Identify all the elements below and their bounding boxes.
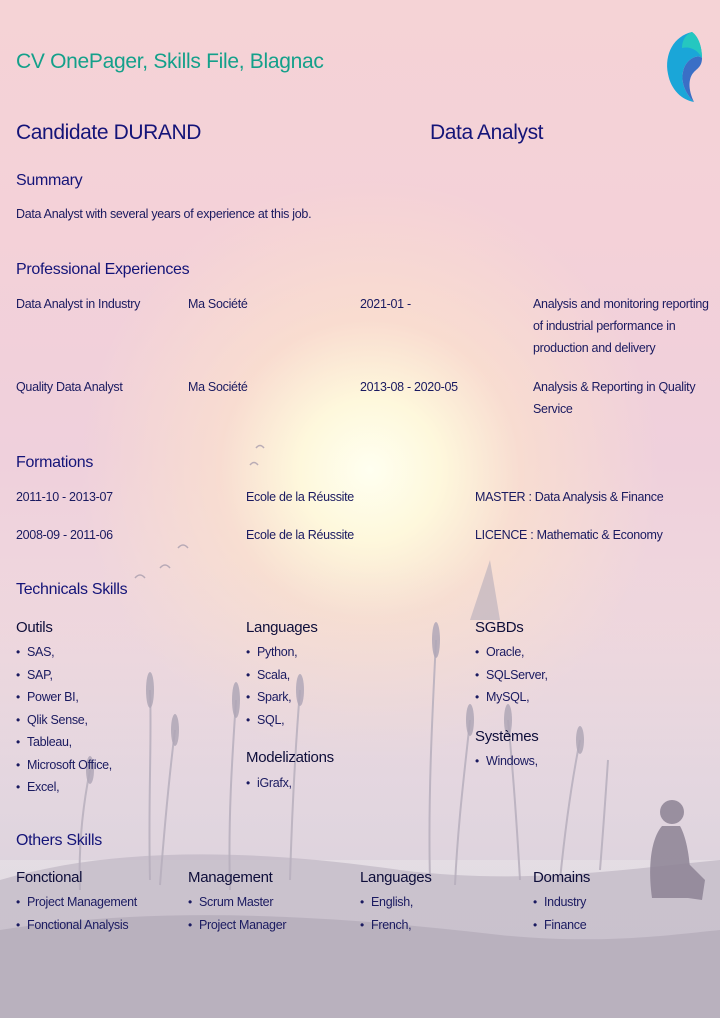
wave-logo-icon <box>662 28 704 104</box>
systemes-list <box>475 750 538 773</box>
management-heading: Management <box>188 869 273 886</box>
outils-list <box>16 641 112 799</box>
list-item: • Tableau, <box>16 731 112 754</box>
formation-degree: MASTER : Data Analysis & Finance <box>475 490 664 504</box>
formation-school: Ecole de la Réussite <box>246 490 354 504</box>
list-item: • iGrafx, <box>246 772 292 795</box>
list-item: • Windows, <box>475 750 538 773</box>
list-item: • MySQL, <box>475 686 548 709</box>
list-item: • Scrum Master <box>188 891 286 914</box>
experience-company: Ma Société <box>188 297 248 311</box>
experience-description: Analysis & Reporting in Quality Service <box>533 380 696 416</box>
summary-text: Data Analyst with several years of experience at this job. <box>16 207 312 221</box>
list-item: • Oracle, <box>475 641 548 664</box>
list-item: • Power BI, <box>16 686 112 709</box>
list-item: • SAS, <box>16 641 112 664</box>
other-languages-list <box>360 891 413 936</box>
formation-degree: LICENCE : Mathematic & Economy <box>475 528 663 542</box>
experience-company: Ma Société <box>188 380 248 394</box>
fonctional-list <box>16 891 137 936</box>
management-list <box>188 891 286 936</box>
domains-heading: Domains <box>533 869 591 886</box>
domains-list <box>533 891 586 936</box>
outils-heading: Outils <box>16 619 53 636</box>
list-item: • English, <box>360 891 413 914</box>
list-item: • Microsoft Office, <box>16 754 112 777</box>
technical-skills-heading: Technicals Skills <box>16 581 128 598</box>
list-item: • SQL, <box>246 709 297 732</box>
document-header-title: CV OnePager, Skills File, Blagnac <box>16 50 324 73</box>
experience-title: Data Analyst in Industry <box>16 297 141 311</box>
list-item: • Industry <box>533 891 586 914</box>
candidate-role: Data Analyst <box>430 121 544 144</box>
other-languages-heading: Languages <box>360 869 432 886</box>
formations-heading: Formations <box>16 454 94 471</box>
formation-school: Ecole de la Réussite <box>246 528 354 542</box>
list-item: • Excel, <box>16 776 112 799</box>
fonctional-heading: Fonctional <box>16 869 83 886</box>
modelizations-list <box>246 772 292 795</box>
experience-period: 2021-01 - <box>360 297 411 311</box>
list-item: • Finance <box>533 914 586 937</box>
experiences-heading: Professional Experiences <box>16 261 190 278</box>
list-item: • Project Manager <box>188 914 286 937</box>
list-item: • SAP, <box>16 664 112 687</box>
other-skills-heading: Others Skills <box>16 832 102 849</box>
languages-list <box>246 641 297 731</box>
list-item: • Spark, <box>246 686 297 709</box>
sgbds-heading: SGBDs <box>475 619 524 636</box>
experience-description: Analysis and monitoring reporting of industrial performance in production and delivery <box>533 297 709 355</box>
modelizations-heading: Modelizations <box>246 749 334 766</box>
formation-period: 2008-09 - 2011-06 <box>16 528 113 542</box>
systemes-heading: Systèmes <box>475 728 539 745</box>
list-item: • Python, <box>246 641 297 664</box>
languages-heading: Languages <box>246 619 318 636</box>
candidate-name: Candidate DURAND <box>16 121 202 144</box>
list-item: • Project Management <box>16 891 137 914</box>
list-item: • French, <box>360 914 413 937</box>
experience-period: 2013-08 - 2020-05 <box>360 380 458 394</box>
experience-title: Quality Data Analyst <box>16 380 123 394</box>
list-item: • Scala, <box>246 664 297 687</box>
list-item: • Qlik Sense, <box>16 709 112 732</box>
list-item: • Fonctional Analysis <box>16 914 137 937</box>
summary-heading: Summary <box>16 172 83 189</box>
list-item: • SQLServer, <box>475 664 548 687</box>
formation-period: 2011-10 - 2013-07 <box>16 490 113 504</box>
sgbds-list <box>475 641 548 709</box>
